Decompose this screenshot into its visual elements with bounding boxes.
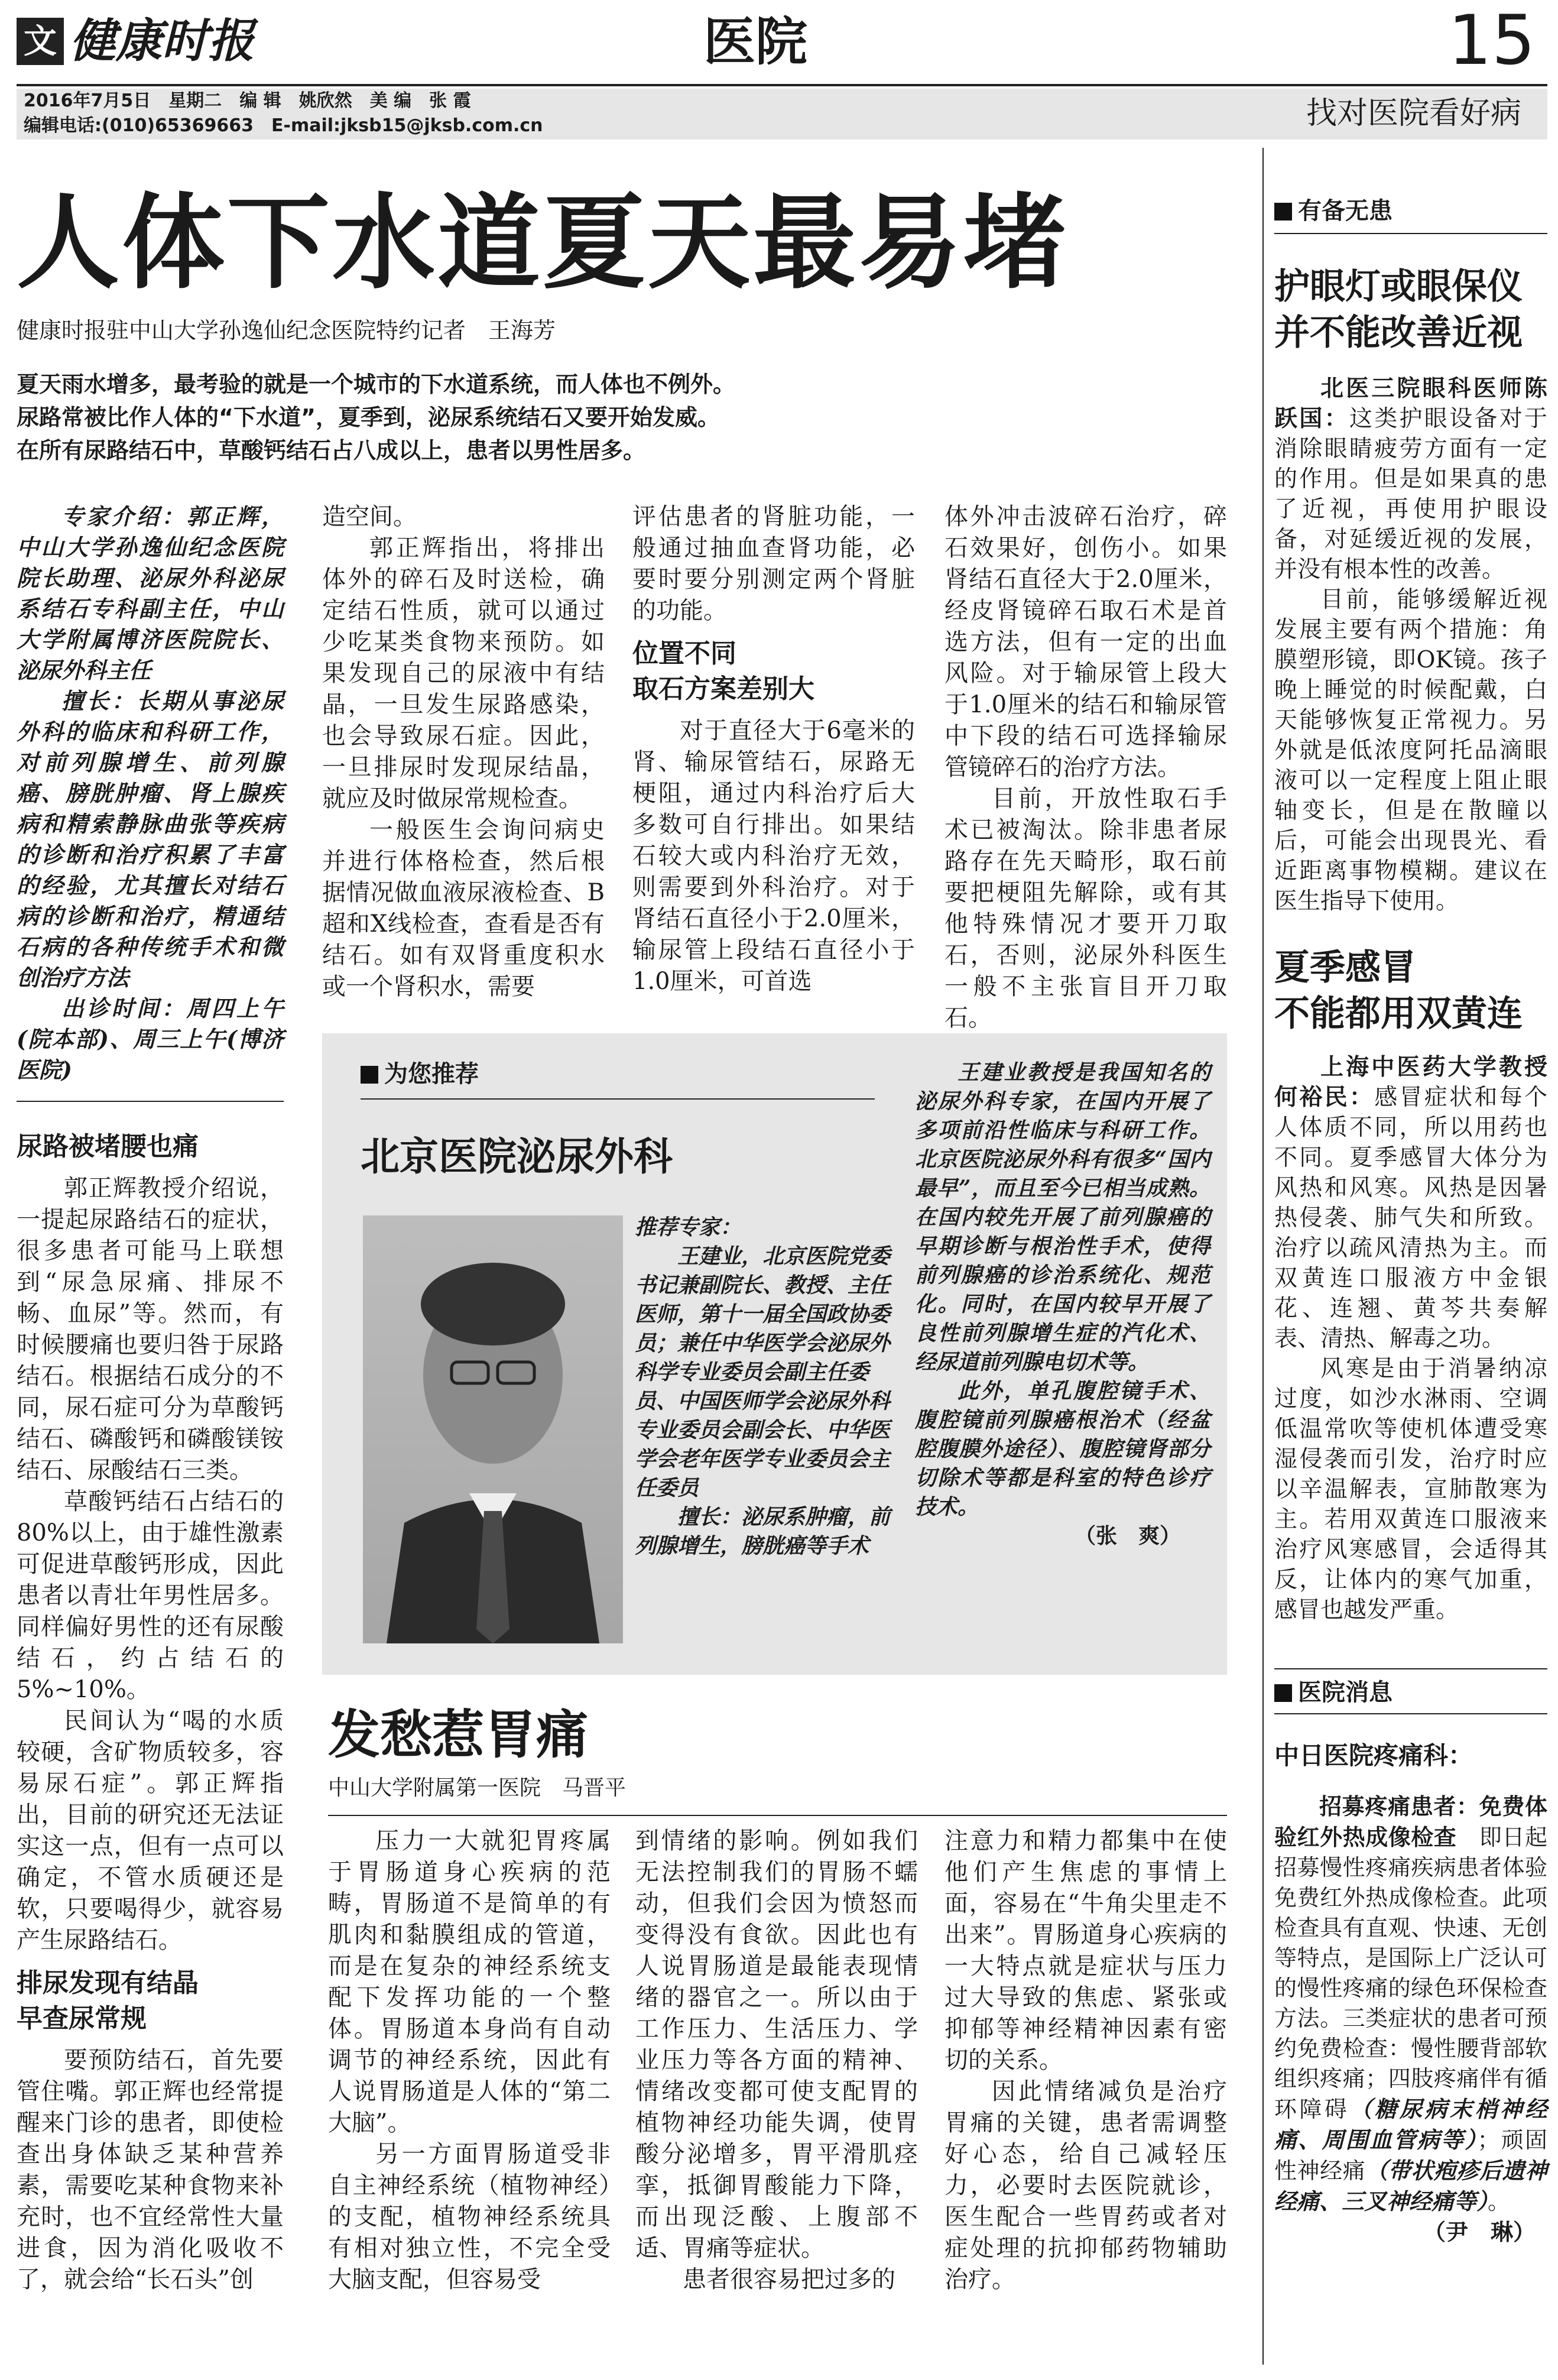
stomach-headline: 发愁惹胃痛 — [328, 1704, 589, 1765]
sidebar-divider — [1262, 148, 1264, 2365]
specialty-label: 擅长： — [61, 688, 137, 714]
paragraph: 注意力和精力都集中在使他们产生焦虑的事情上面，容易在“牛角尖里走不出来”。胃肠道身心疾病的一大特点就是症状与压力过大导致的焦虑、紧张或抑郁等神经精神因素有密切的关系。 — [944, 1827, 1227, 2074]
clinic-text: 周四上午(院本部)、周三上午(博济医院) — [17, 995, 284, 1083]
recommend-author: （张 爽） — [1074, 1523, 1181, 1548]
sidebar-headline-2b: 不能都用双黄连 — [1274, 993, 1523, 1035]
sidebar-headline-2a: 夏季感冒 — [1274, 947, 1416, 988]
clinic-label: 出诊时间： — [61, 995, 187, 1022]
paragraph: 郭正辉指出，将排出体外的碎石及时送检，确定结石性质，就可以通过少吃某类食物来预防。如果发现自己的尿液中有结晶，一旦发生尿路感染，也会导致尿石症。因此，一旦排尿时发现尿结晶，就应及时做尿常规检查。 — [322, 534, 605, 812]
stomach-col-2 — [635, 1825, 918, 2295]
stomach-byline: 中山大学附属第一医院 马晋平 — [328, 1776, 627, 1800]
sidebar-tag-1-rule — [1274, 233, 1547, 234]
sidebar-tag-2: 医院消息 — [1274, 1677, 1393, 1708]
page-number: 15 — [1448, 1, 1536, 80]
sidebar-news-text — [1274, 1791, 1547, 2247]
paragraph: 目前，能够缓解近视发展主要有两个措施：角膜塑形镜，即OK镜。孩子晚上睡觉的时候配戴，白天能够恢复正常视力。另外就是低浓度阿托品滴眼液可以一定程度上阻止眼轴变长，但是在散瞳以后，可能会出现畏光、看近距离事物模糊。建议在医生指导下使用。 — [1274, 586, 1547, 915]
paragraph: 因此情绪减负是治疗胃痛的关键，患者需调整好心态，给自己减轻压力，必要时去医院就诊，医生配合一些胃药或者对症处理的抗抑郁药物辅助治疗。 — [944, 2078, 1227, 2293]
main-lead — [17, 368, 1228, 467]
subhead-1: 尿路被堵腰也痛 — [17, 1131, 199, 1162]
sidebar-cold-text — [1274, 1052, 1547, 1625]
paragraph: 郭正辉教授介绍说，一提起尿路结石的症状，很多患者可能马上联想到“尿急尿痛、排尿不畅、血尿”等。然而，有时候腰痛也要归咎于尿路结石。根据结石成分的不同，尿石症可分为草酸钙结石、磷酸钙和磷酸镁铵结石、尿酸结石三类。 — [17, 1175, 284, 1484]
contact-info: 编辑电话:(010)65369663 E-mail:jksb15@jksb.com.cn — [24, 115, 543, 136]
sidebar-lead-3: 招募疼痛患者：免费体验红外热成像检查 — [1274, 1793, 1547, 1850]
expert-label: 专家介绍： — [61, 503, 187, 530]
main-col-1 — [17, 1129, 284, 2295]
sidebar-tag-1: 有备无患 — [1274, 195, 1393, 227]
note: （糖尿病末梢神经痛、周围血管病等） — [1274, 2096, 1547, 2153]
sidebar-lead-2: 上海中医药大学教授何裕民： — [1274, 1053, 1547, 1111]
recommend-specialty-text: 泌尿系肿瘤，前列腺增生，膀胱癌等手术 — [635, 1504, 891, 1558]
sidebar-tag-2-rule — [1274, 1713, 1547, 1714]
paragraph: 草酸钙结石占结石的80%以上，由于雄性激素可促进草酸钙形成，因此患者以青壮年男性居多。同样偏好男性的还有尿酸结石，约占结石的5%~10%。 — [17, 1488, 284, 1703]
expert-intro — [17, 501, 284, 1085]
paragraph: 评估患者的肾脏功能，一般通过抽血查肾功能，必要时要分别测定两个肾脏的功能。 — [632, 503, 915, 624]
paragraph: 另一方面胃肠道受非自主神经系统（植物神经）的支配，植物神经系统具有相对独立性，不完全受大脑支配，但容易受 — [328, 2141, 611, 2293]
paragraph: 目前，开放性取石手术已被淘汰。除非患者尿路存在先天畸形，取石前要把梗阻先解除，或有其他特殊情况才要开刀取石，否则，泌尿外科医生一般不主张盲目开刀取石。 — [944, 785, 1227, 1032]
date-editors: 2016年7月5日 星期二 编 辑 姚欣然 美 编 张 霞 — [24, 90, 471, 111]
paragraph: 到情绪的影响。例如我们无法控制我们的胃肠不蠕动，但我们会因为愤怒而变得没有食欲。因此也有人说胃肠道是最能表现情绪的器官之一。所以由于工作压力、生活压力、学业压力等各方面的精神、情绪改变都可使支配胃的植物神经功能失调，使胃酸分泌增多，胃平滑肌痉挛，抵御胃酸能力下降，而出现泛酸、上腹部不适、胃痛等症状。 — [635, 1827, 918, 2262]
recommend-expert — [635, 1213, 895, 1561]
paragraph: 体外冲击波碎石治疗，碎石效果好，创伤小。如果肾结石直径大于2.0厘米，经皮肾镜碎石取石术是首选方法，但有一定的出血风险。对于输尿管上段大于1.0厘米的结石和输尿管中下段的结石可选择输尿管镜碎石的治疗方法。 — [944, 503, 1227, 781]
main-col-3 — [632, 501, 915, 997]
main-headline: 人体下水道夏天最易堵 — [17, 183, 1069, 303]
paragraph: 。 — [1488, 2188, 1511, 2214]
sidebar-headline-2 — [1274, 945, 1523, 1037]
lead-line-2: 尿路常被比作人体的“下水道”，夏季到，泌尿系统结石又要开始发威。 — [17, 404, 720, 430]
paragraph: 感冒症状和每个人体质不同，所以用药也不同。夏季感冒大体分为风热和风寒。风热是因暑热侵袭、肺气失和所致。治疗以疏风清热为主。而双黄连口服液方中金银花、连翘、黄芩共奏解表、清热、解毒之功。 — [1274, 1084, 1547, 1352]
sidebar-headline-3: 中日医院疼痛科： — [1274, 1741, 1473, 1770]
paragraph: 民间认为“喝的水质较硬，含矿物质较多，容易尿石症”。郭正辉指出，目前的研究还无法证实这一点，但有一点可以确定，不管水质硬还是软，只要喝得少，就容易产生尿路结石。 — [17, 1707, 284, 1954]
stomach-col-3 — [944, 1825, 1227, 2295]
stomach-col-1 — [328, 1825, 611, 2295]
masthead-divider — [17, 84, 1547, 86]
portrait-icon — [363, 1215, 623, 1643]
sidebar-headline-1a: 护眼灯或眼保仪 — [1274, 266, 1523, 307]
subhead-2b: 早查尿常规 — [17, 2003, 147, 2034]
sidebar-headline-1 — [1274, 264, 1523, 356]
sidebar-lead-1: 北医三院眼科医师陈跃国： — [1274, 375, 1547, 432]
paragraph: 即日起招募慢性疼痛疾病患者体验免费红外热成像检查。此项检查具有直观、快速、无创等特点，是国际上广泛认可的慢性疼痛的绿色环保检查方法。三类症状的患者可预约免费检查：慢性腰背部软组织疼痛；四肢疼痛伴有循环障碍 — [1274, 1824, 1547, 2122]
stomach-divider — [328, 1815, 1227, 1816]
subhead-3a: 位置不同 — [632, 638, 736, 669]
lead-line-1: 夏天雨水增多，最考验的就是一个城市的下水道系统，而人体也不例外。 — [17, 371, 736, 397]
recommend-title: 北京医院泌尿外科 — [361, 1133, 673, 1179]
paragraph: ；顽固性神经痛 — [1274, 2127, 1547, 2184]
paragraph: 要预防结石，首先要管住嘴。郭正辉也经常提醒来门诊的患者，即使检查出身体缺乏某种营养素，需要吃某种食物来补充时，也不宜经常性大量进食，因为消化吸收不了，就会给“长石头”创 — [17, 2047, 284, 2293]
paragraph: 一般医生会询问病史并进行体格检查，然后根据情况做血液尿液检查、B超和X线检查，查看是否有结石。如有双肾重度积水或一个肾积水，需要 — [322, 816, 605, 1000]
recommend-expert-text: 北京医院党委书记兼副院长、教授、主任医师，第十一届全国政协委员；兼任中华医学会泌尿外科学专业委员会副主任委员、中国医师学会泌尿外科专业委员会副会长、中华医学会老年医学专业委员会主任委员 — [635, 1244, 891, 1500]
paragraph: 对于直径大于6毫米的肾、输尿管结石，尿路无梗阻，通过内科治疗后大多数可自行排出。如果结石较大或内科治疗无效，则需要到外科治疗。对于肾结石直径小于2.0厘米，输尿管上段结石直径小于1.0厘米，可首选 — [632, 717, 915, 995]
paragraph: 这类护眼设备对于消除眼睛疲劳方面有一定的作用。但是如果真的患了近视，再使用护眼设备，对延缓近视的发展，并没有根本性的改善。 — [1274, 406, 1547, 583]
expert-divider — [17, 1101, 284, 1102]
paragraph: 风寒是由于消暑纳凉过度，如沙水淋雨、空调低温常吹等使机体遭受寒湿侵袭而引发，治疗时应以辛温解表，宣肺散寒为主。若用双黄连口服液来治疗风寒感冒，会适得其反，让体内的寒气加重，感冒也越发严重。 — [1274, 1356, 1547, 1623]
expert-text: 郭正辉，中山大学孙逸仙纪念医院院长助理、泌尿外科泌尿系结石专科副主任，中山大学附属博济医院院长、泌尿外科主任 — [17, 503, 284, 683]
paragraph: 压力一大就犯胃疼属于胃肠道身心疾病的范畴，胃肠道不是简单的有肌肉和黏膜组成的管道，而是在复杂的神经系统支配下发挥功能的一个整体。胃肠道本身尚有自动调节的神经系统，因此有人说胃肠道是人体的“第二大脑”。 — [328, 1827, 611, 2136]
recommend-tag: 为您推荐 — [361, 1058, 479, 1090]
paragraph: 王建业教授是我国知名的泌尿外科专家，在国内开展了多项前沿性临床与科研工作。北京医院泌尿外科有很多“国内最早”，而且至今已相当成熟。在国内较先开展了前列腺癌的早期诊断与根治性手术，使得前列腺癌的诊治系统化、规范化。同时，在国内较早开展了良性前列腺增生症的汽化术、经尿道前列腺电切术等。 — [915, 1060, 1210, 1374]
logo-mark: 文 — [17, 18, 64, 65]
recommend-expert-label: 推荐专家： — [635, 1215, 742, 1240]
recommend-expert-name: 王建业， — [677, 1244, 763, 1269]
subhead-3b: 取石方案差别大 — [632, 674, 814, 704]
sidebar-news-rule-top — [1274, 1668, 1547, 1669]
section-title: 医院 — [703, 11, 808, 72]
recommend-tag-underline — [361, 1098, 875, 1100]
paragraph: 患者很容易把过多的 — [683, 2266, 895, 2293]
recommend-intro — [915, 1058, 1210, 1551]
sidebar-author: （尹 琳） — [1423, 2219, 1536, 2245]
slogan: 找对医院看好病 — [1306, 96, 1522, 131]
note: （带状疱疹后遗神经痛、三叉神经痛等） — [1274, 2157, 1547, 2214]
paragraph: 此外，单孔腹腔镜手术、腹腔镜前列腺癌根治术（经盆腔腹膜外途径）、腹腔镜肾部分切除术等都是科室的特色诊疗技术。 — [915, 1379, 1210, 1519]
sidebar-headline-1b: 并不能改善近视 — [1274, 312, 1523, 354]
paragraph: 造空间。 — [322, 503, 417, 530]
sidebar-eye-text — [1274, 374, 1547, 916]
main-col-4 — [944, 501, 1227, 1034]
paper-name: 健康时报 — [70, 14, 255, 68]
masthead — [0, 0, 1558, 148]
subhead-2a: 排尿发现有结晶 — [17, 1968, 199, 1998]
main-col-2 — [322, 501, 605, 1003]
recommend-specialty-label: 擅长： — [677, 1504, 742, 1529]
main-byline: 健康时报驻中山大学孙逸仙纪念医院特约记者 王海芳 — [17, 317, 556, 343]
lead-line-3: 在所有尿路结石中，草酸钙结石占八成以上，患者以男性居多。 — [17, 437, 646, 463]
specialty-text: 长期从事泌尿外科的临床和科研工作，对前列腺增生、前列腺癌、膀胱肿瘤、肾上腺疾病和精索静脉曲张等疾病的诊断和治疗积累了丰富的经验，尤其擅长对结石病的诊断和治疗，精通结石病的各种传统手术和微创治疗方法 — [17, 688, 284, 991]
expert-photo — [363, 1215, 623, 1643]
